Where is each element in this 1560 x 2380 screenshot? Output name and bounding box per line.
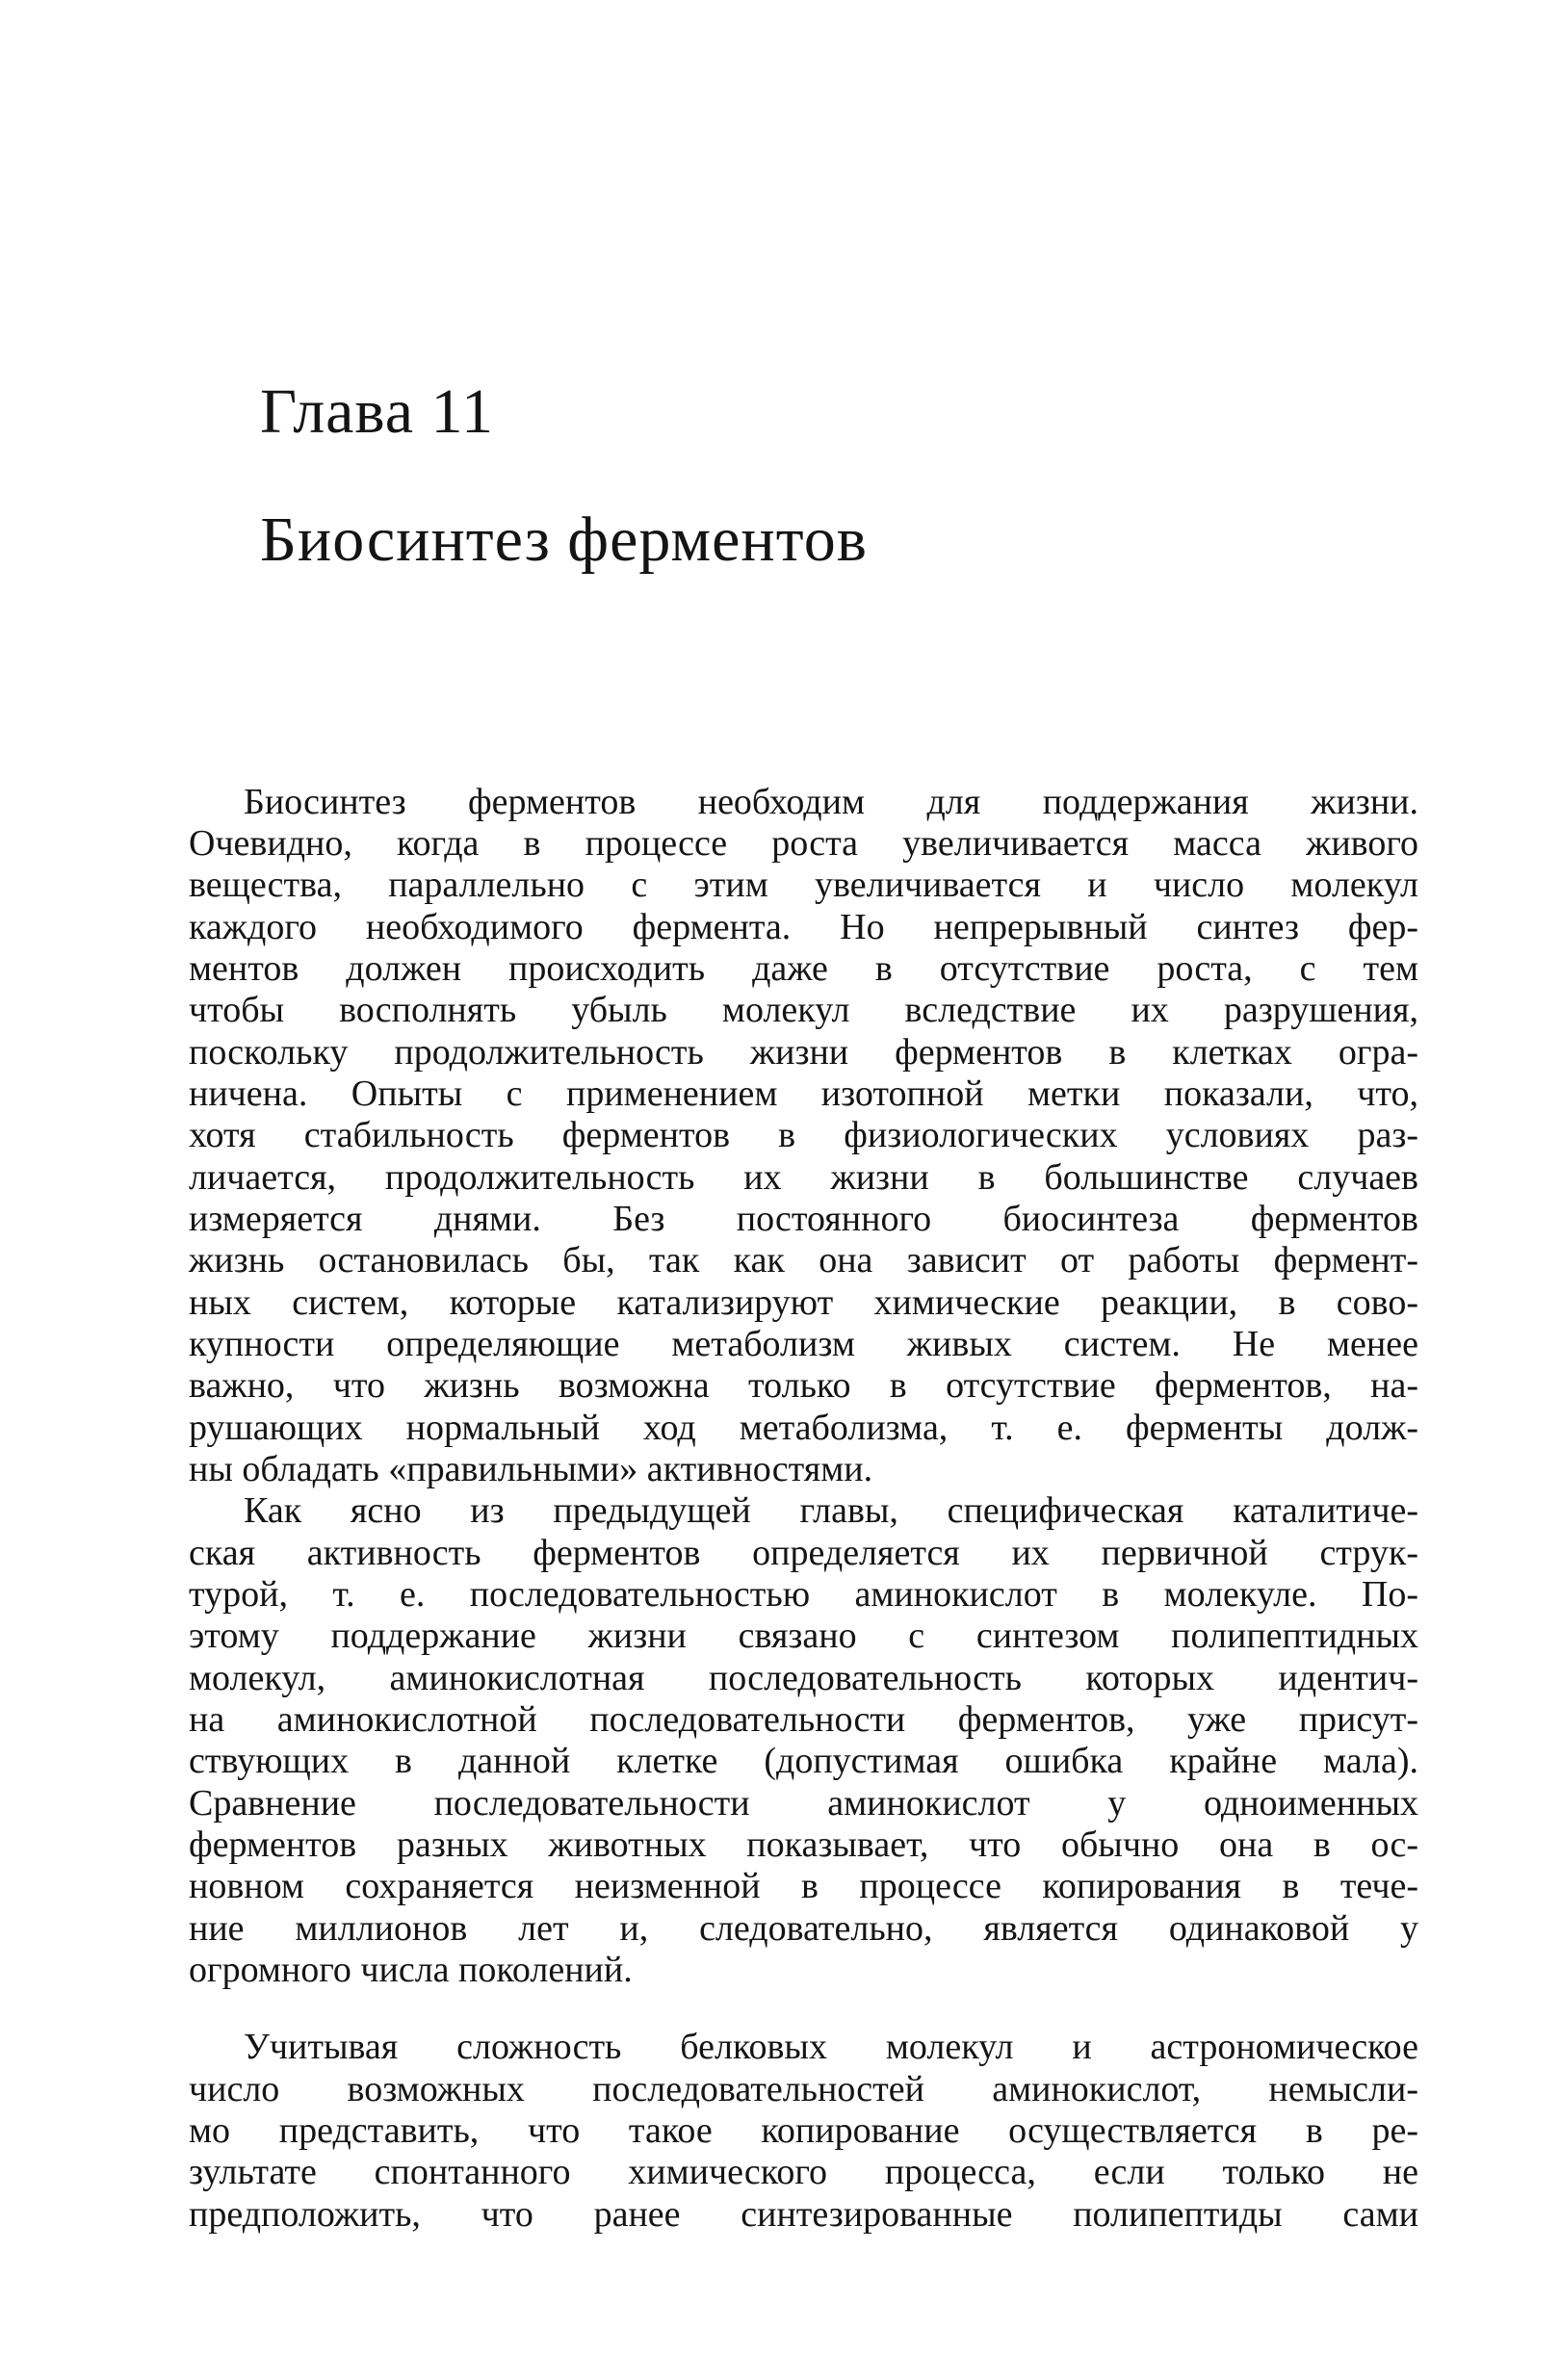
text-line: ных систем, которые катализируют химические реакции, в сово- — [189, 1282, 1418, 1323]
text-line: чтобы восполнять убыль молекул вследствие их разрушения, — [189, 990, 1418, 1030]
text-line: хотя стабильность ферментов в физиологических условиях раз- — [189, 1115, 1418, 1155]
chapter-number: Глава 11 — [260, 376, 495, 447]
text-line: зультате спонтанного химического процесса, если только не — [189, 2152, 1418, 2192]
text-line: Сравнение последовательности аминокислот у одноименных — [189, 1783, 1418, 1824]
text-line: новном сохраняется неизменной в процессе копирования в тече- — [189, 1866, 1418, 1906]
text-line: Очевидно, когда в процессе роста увеличивается масса живого — [189, 823, 1418, 864]
text-line: этому поддержание жизни связано с синтезом полипептидных — [189, 1616, 1418, 1656]
text-line: ствующих в данной клетке (допустимая ошибка крайне мала). — [189, 1741, 1418, 1781]
text-line: Биосинтез ферментов необходим для поддержания жизни. — [244, 782, 1418, 822]
text-line: ние миллионов лет и, следовательно, является одинаковой у — [189, 1908, 1418, 1949]
text-line: ская активность ферментов определяется их первичной струк- — [189, 1533, 1418, 1573]
text-line: каждого необходимого фермента. Но непрерывный синтез фер- — [189, 907, 1418, 947]
chapter-title: Биосинтез ферментов — [260, 504, 868, 575]
text-line: ны обладать «правильными» активностями. — [189, 1449, 873, 1489]
text-line: на аминокислотной последовательности ферментов, уже присут- — [189, 1699, 1418, 1740]
text-line: купности определяющие метаболизм живых систем. Не менее — [189, 1324, 1418, 1364]
text-line: ментов должен происходить даже в отсутствие роста, с тем — [189, 948, 1418, 989]
text-line: предположить, что ранее синтезированные полипептиды сами — [189, 2194, 1418, 2235]
text-line: жизнь остановилась бы, так как она зависит от работы фермент- — [189, 1240, 1418, 1281]
text-line: число возможных последовательностей аминокислот, немысли- — [189, 2069, 1418, 2109]
text-line: ничена. Опыты с применением изотопной метки показали, что, — [189, 1074, 1418, 1114]
text-line: Как ясно из предыдущей главы, специфическая каталитиче- — [244, 1490, 1418, 1531]
text-line: ферментов разных животных показывает, что обычно она в ос- — [189, 1824, 1418, 1865]
text-line: вещества, параллельно с этим увеличивается и число молекул — [189, 865, 1418, 905]
text-line: важно, что жизнь возможна только в отсутствие ферментов, на- — [189, 1365, 1418, 1406]
text-line: молекул, аминокислотная последовательность которых идентич- — [189, 1658, 1418, 1698]
text-line: измеряется днями. Без постоянного биосинтеза ферментов — [189, 1199, 1418, 1239]
text-line: Учитывая сложность белковых молекул и астрономическое — [244, 2027, 1418, 2067]
text-line: поскольку продолжительность жизни ферментов в клетках огра- — [189, 1032, 1418, 1073]
text-line: турой, т. е. последовательностью аминокислот в молекуле. По- — [189, 1574, 1418, 1615]
text-line: мо представить, что такое копирование осуществляется в ре- — [189, 2110, 1418, 2151]
text-line: рушающих нормальный ход метаболизма, т. е. ферменты долж- — [189, 1408, 1418, 1448]
text-line: личается, продолжительность их жизни в большинстве случаев — [189, 1157, 1418, 1198]
text-line: огромного числа поколений. — [189, 1950, 633, 1990]
